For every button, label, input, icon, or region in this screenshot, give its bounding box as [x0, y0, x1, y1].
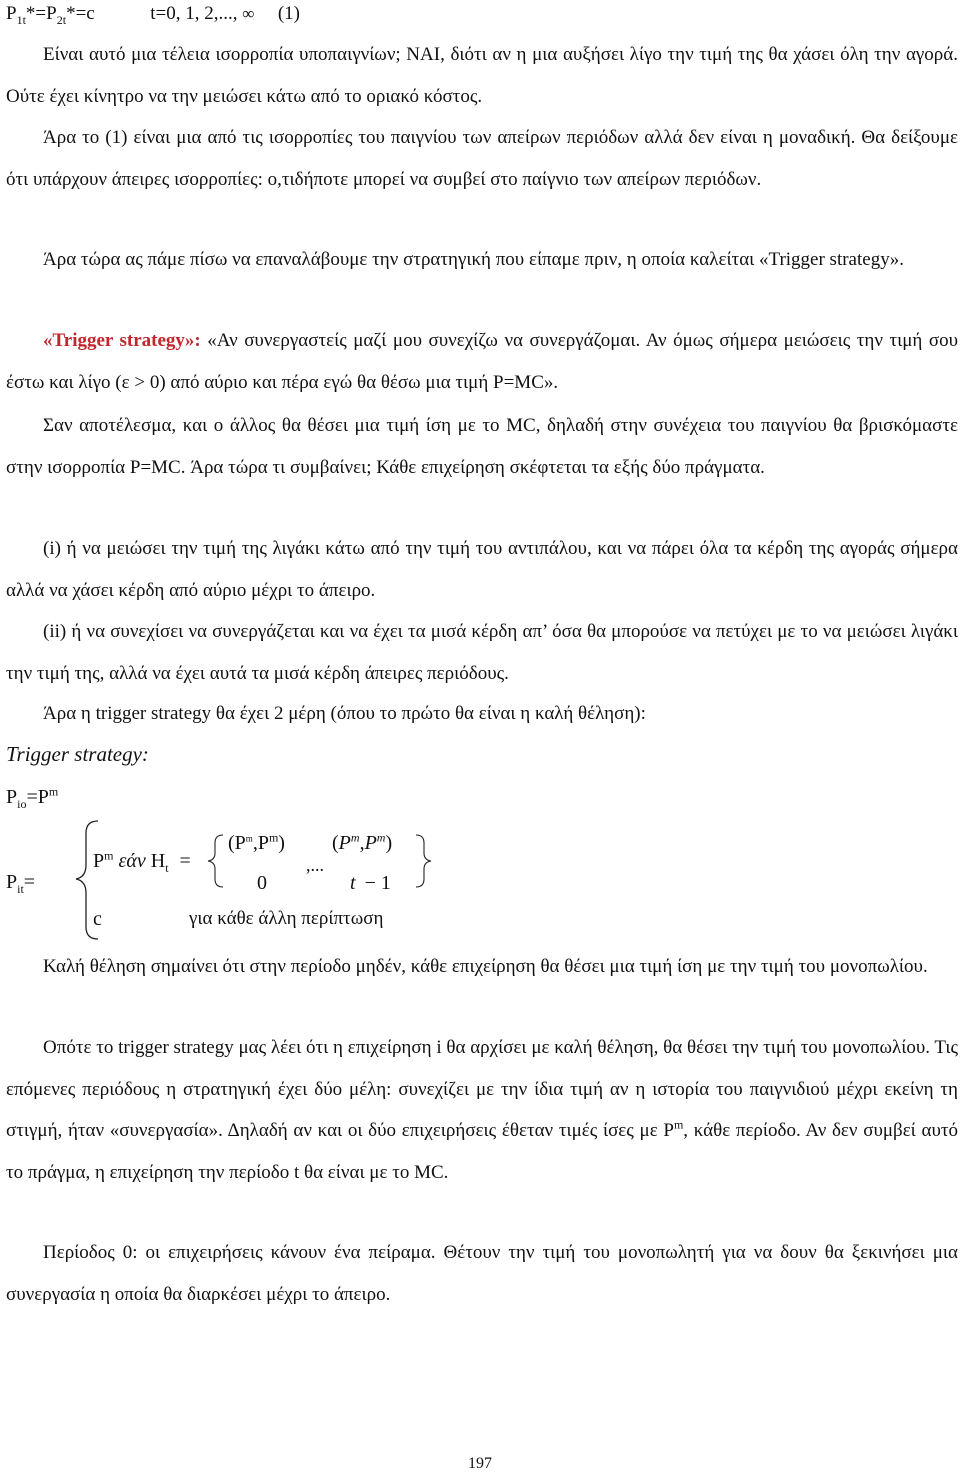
- pair1-mid: ,P: [252, 832, 269, 854]
- paragraph-nai: Είναι αυτό μια τέλεια ισορροπία υποπαιγνίων; ΝΑΙ, διότι αν η μια αυξήσει λίγο την τιμή της θα χάσει όλη την αγορά. Ούτε έχει κίνητρο να την μειώσει κάτω από το οριακό κόστος.: [6, 44, 958, 107]
- case1-h: H: [150, 850, 166, 872]
- pair2-sup1: m: [350, 830, 360, 845]
- paragraph-period-zero: Περίοδος 0: οι επιχειρήσεις κάνουν ένα πείραμα. Θέτουν την τιμή του μονοπωλητή για να δουν θα ξεκινήσει μια συνεργασία η οποία θα διαρκέσει μέχρι το άπειρο.: [6, 1242, 958, 1305]
- paragraph-trigger-intro: Άρα τώρα ας πάμε πίσω να επαναλάβουμε την στρατηγική που είπαμε πριν, η οποία καλείται «Trigger strategy».: [43, 249, 904, 270]
- eq1-mid: *=P: [25, 3, 57, 24]
- page-number: 197: [468, 1455, 492, 1472]
- case1: [93, 849, 191, 873]
- pio-eq: =P: [26, 786, 49, 808]
- case1-hsub: t: [165, 861, 169, 875]
- case1-p: P: [93, 850, 105, 872]
- paragraph-two-parts: Άρα η trigger strategy θα έχει 2 μέρη (όπου το πρώτο θα είναι η καλή θέληση):: [43, 703, 646, 724]
- trigger-strategy-heading: Trigger strategy:: [6, 742, 149, 766]
- pair2-p1: P: [338, 832, 351, 854]
- minus-one: − 1: [364, 872, 391, 894]
- formula-dots: ,...: [306, 855, 324, 875]
- case1-eq: =: [179, 850, 191, 872]
- formula-zero: 0: [257, 872, 267, 894]
- case2-c: c: [93, 908, 102, 930]
- case1-if: εάν: [118, 850, 146, 872]
- inner-brace-left-icon: [208, 835, 223, 887]
- pair2-mid: ,: [359, 832, 365, 854]
- trigger-explained-b: , κάθε περίοδο. Αν δεν συμβεί αυτό το πράγμα, η επιχείρηση την περίοδο t θα είναι με το MC.: [6, 1120, 958, 1183]
- trigger-explained-a: Οπότε το trigger strategy μας λέει ότι η επιχείρηση i θα αρχίσει με καλή θέληση, θα θέσει την τιμή του μονοπωλίου. Τις επόμενες περιόδους η στρατηγική έχει δύο μέλη: συνεχίζει με την ίδια τιμή αν η ιστορία του παιγνιδιού μέχρι εκείνη τη στιγμή, ήταν «συνεργασία». Δηλαδή αν και οι δύο επιχειρήσεις έθεταν τιμές ίσες με P: [6, 1037, 958, 1141]
- pair2-close: ): [385, 832, 393, 854]
- pit-p: P: [6, 871, 18, 893]
- pair1-sup2: m: [268, 830, 279, 845]
- pair2-sup2: m: [376, 830, 386, 845]
- paragraph-option-ii: (ii) ή να συνεχίσει να συνεργάζεται και να έχει τα μισά κέρδη απ’ όσα θα μπορούσε να πετύχει με το να μειώσει λιγάκι την τιμή της, αλλά να έχει αυτά τα μισά κέρδη άπειρες περιόδους.: [6, 621, 958, 684]
- pair2-p2: P: [364, 832, 377, 854]
- eq1-p: P: [6, 3, 17, 24]
- pio-p: P: [6, 786, 18, 808]
- eq1-sub-1t: 1t: [16, 12, 26, 27]
- pair2: [332, 831, 392, 855]
- piecewise-formula: [0, 815, 960, 945]
- t-var: t: [350, 872, 356, 894]
- paragraph-option-i: (i) ή να μειώσει την τιμή της λιγάκι κάτω από την τιμή του αντιπάλου, και να πάρει όλα τα κέρδη της αγοράς σήμερα αλλά να χάσει κέρδη από αύριο μέχρι το άπειρο.: [6, 538, 958, 601]
- pair1-sup1: m: [245, 833, 253, 844]
- brace-svg: [0, 815, 960, 945]
- pair2-open: (: [332, 832, 339, 854]
- eq1-number: (1): [277, 3, 300, 24]
- trigger-explained-sup: m: [673, 1117, 684, 1132]
- pair1-close: ): [278, 832, 285, 854]
- equation-pio: [6, 785, 58, 809]
- case2-text: για κάθε άλλη περίπτωση: [189, 908, 384, 929]
- pair1-open: (P: [228, 832, 246, 854]
- paragraph-result: Σαν αποτέλεσμα, και ο άλλος θα θέσει μια τιμή ίση με το MC, δηλαδή στην συνέχεια του παιγνίου θα βρισκόμαστε στην ισορροπία P=MC. Άρα τώρα τι συμβαίνει; Κάθε επιχείρηση σκέφτεται τα εξής δύο πράγματα.: [6, 415, 958, 478]
- pio-sup: m: [48, 784, 59, 799]
- pit-eq: =: [23, 871, 36, 893]
- inner-brace-right-icon: [416, 835, 431, 887]
- pio-sub: io: [17, 797, 27, 811]
- equation-1: [6, 2, 300, 26]
- paragraph-trigger-explained: [6, 1027, 958, 1193]
- trigger-strategy-label: «Trigger strategy»:: [43, 330, 201, 351]
- pair1: [228, 831, 285, 855]
- pit-sub: it: [17, 882, 24, 896]
- t-minus-one: [350, 871, 391, 895]
- infinity-symbol: ∞: [242, 4, 255, 23]
- trigger-strategy-text: «Αν συνεργαστείς μαζί μου συνεχίζω να συνεργάζομαι. Αν όμως σήμερα μειώσεις την τιμή σου έστω και λίγο (ε > 0) από αύριο και πέρα εγώ θα θέσω μια τιμή P=MC».: [6, 330, 958, 393]
- eq1-sub-2t: 2t: [56, 12, 67, 27]
- paragraph-good-will: Καλή θέληση σημαίνει ότι στην περίοδο μηδέν, κάθε επιχείρηση θα θέσει μια τιμή ίση με την τιμή του μονοπωλίου.: [43, 956, 928, 977]
- eq1-rhs: *=c: [66, 3, 95, 24]
- paragraph-trigger-definition: [6, 320, 958, 403]
- case1-sup: m: [104, 848, 114, 863]
- eq1-domain: t=0, 1, 2,...,: [150, 3, 238, 24]
- paragraph-infinite-equilibria: Άρα το (1) είναι μια από τις ισορροπίες του παιγνίου των απείρων περιόδων αλλά δεν είναι η μοναδική. Θα δείξουμε ότι υπάρχουν άπειρες ισορροπίες: ο,τιδήποτε μπορεί να συμβεί στο παίγνιο των απείρων περιόδων.: [6, 127, 958, 190]
